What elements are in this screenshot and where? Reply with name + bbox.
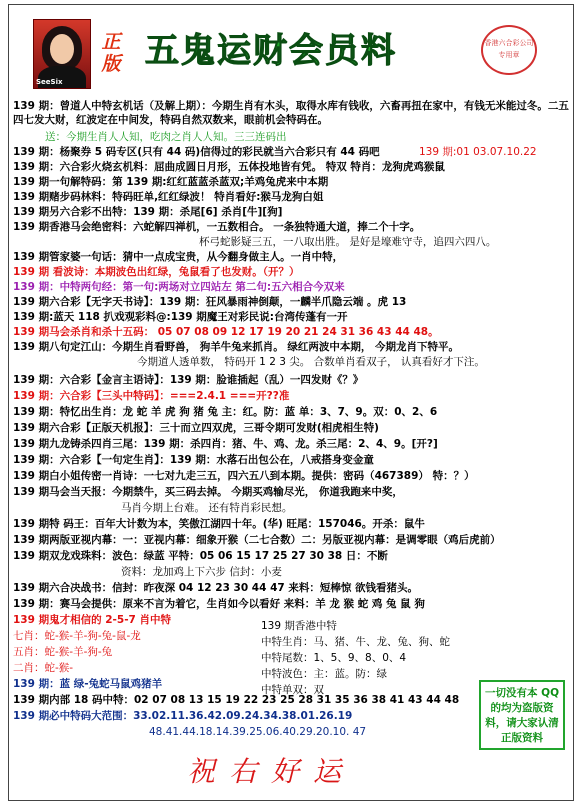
row-yashi: 139 期两版亚视内幕：一：亚视内幕：细象开猴（二七合数）二：另版亚视内幕：是调零眼（鸡后虎前） — [13, 534, 501, 546]
hk-title: 139 期香港中特 — [261, 620, 337, 632]
row-bajv: 139 期八句定江山：今期生肖看野兽， 狗羊牛兔来抓肖。 绿红两波中本期， 今期龙肖下特平。 — [13, 341, 460, 353]
hk-shengxiao: 中特生肖：马、猪、牛、龙、兔、狗、蛇 — [261, 636, 450, 648]
row-tianshu: 139 期六合彩【无字天书诗】：139 期：狂风暴雨神倒颠，一麟半爪隐云端 。虎 13 — [13, 296, 407, 308]
row-5code: 139 期：杨聚券 5 码专区(只有 44 码)信得过的彩民就当六合彩只有 44 码吧 — [13, 146, 380, 158]
zheng-label: 正版 — [101, 31, 121, 75]
row-xianggang: 139 期香港马会绝密料：六蛇解四禅机，一五数相合。 一条独特通大道，捧二个十字。 — [13, 221, 421, 233]
row-yiju: 139 期一句解特码：第 139 期:红红蓝蓝杀蓝双;羊鸡兔虎来中本期 — [13, 176, 329, 188]
row-tianji: 139 期六合彩【正版天机报】：三十而立四双虎，三哥令期可发财(相虎相生特) — [13, 422, 379, 434]
row-jiulong: 139 期九龙铸杀四肖三尾：139 期：杀四肖：猪、牛、鸡、龙。杀三尾：2、4、9。[开?] — [13, 438, 438, 450]
row-liangju: 139 期：中特两句经：第一句:两场对立四站左 第二句:五六相合今双来 — [13, 281, 345, 293]
header — [9, 5, 574, 97]
row-temawang: 139 期特 码王：百年大计数为本，笑傲江湖四十年。(华) 旺尾：157046。开杀：鼠牛 — [13, 518, 425, 530]
row-teyi: 139 期：特忆出生肖：龙 蛇 羊 虎 狗 猪 兔 主：红。防：蓝 单：3、7、9。双：0、2、6 — [13, 406, 438, 418]
row-neibu18: 139 期内部 18 码中特：02 07 08 13 15 19 22 23 25 28 31 35 36 38 41 43 44 48 — [13, 694, 460, 706]
page — [8, 4, 574, 801]
row-send: 送：今期生肖人人知，吃肉之肖人人知。三三连码出 — [45, 131, 287, 143]
row-santou: 139 期：六合彩【三头中特码】：===2.4.1 ===开??准 — [13, 390, 290, 402]
row-lantian: 139 期:蓝天 118 扒戏观彩料@:139 期魔王对彩民说:台湾传蓬有一开 — [13, 311, 348, 323]
row-jinyan: 139 期：六合彩【金言主语诗】：139 期：脸谁插起（乱）一四发财《？》 — [13, 374, 364, 386]
row-bizhong-2: 48.41.44.18.14.39.25.06.40.29.20.10. 47 — [149, 726, 367, 738]
row-xianggang-2: 杯弓蛇影疑三五，一八取出胜。 是好是壕难守寺，追四六四八。 — [199, 236, 497, 248]
row-wuxiao: 五肖：蛇-猴-羊-狗-兔 — [13, 646, 113, 658]
official-stamp: 香港六合彩公司 专用章 — [481, 25, 537, 75]
row-erxiao: 二肖：蛇-猴- — [13, 662, 74, 674]
row-bajv-2: 今期道人透单数， 特码开 1 2 3 尖。 合数单肖看双子， 认真看好才下注。 — [137, 356, 485, 368]
row-juezhan: 139 期六合决战书：信封：昨夜深 04 12 23 30 44 47 来料：短棒惊 欲钱看猪头。 — [13, 582, 418, 594]
hk-danshuang: 中特单双：双 — [261, 684, 324, 696]
row-huoshao: 139 期：六合彩火烧玄机料：屈曲成圆日月形，五体投地皆有凭。 特双 特肖：龙狗虎鸡猴鼠 — [13, 161, 445, 173]
photo-tag: SeeSix — [36, 78, 63, 86]
row-saimahui: 139 期：赛马会提供：原来不言为着它，生肖如今以看好 来料：羊 龙 猴 蛇 鸡 兔 鼠 狗 — [13, 598, 425, 610]
row-bizhong: 139 期必中特码大范围：33.02.11.36.42.09.24.34.38.01.26.19 — [13, 710, 353, 722]
hk-bose: 中特波色：主：蓝。防：绿 — [261, 668, 387, 680]
row-qixiao: 七肖：蛇-猴-羊-狗-兔-鼠-龙 — [13, 630, 141, 642]
row-zeng: 139 期：曾道人中特玄机话（及解上期）：今期生肖有木头，取得水库有钱收，六畜再扭在家中，有钱无米能过冬。二五四七发大财，红波定在中间发，特码自然双数来，眼前机会特码在。 — [13, 100, 569, 126]
row-buchute: 139 期另六合彩不出特：139 期：杀尾[6] 杀肖[牛][狗] — [13, 206, 283, 218]
row-kanbo: 139 期 看波诗：本期波色出红绿，兔鼠看了也发财。（开？） — [13, 266, 300, 278]
row-dubu: 139 期赌步码林料：特码旺单,红红绿波！ 特肖看好:猴马龙狗白姐 — [13, 191, 324, 203]
row-guanjiapo: 139 期管家婆一句话：猜中一点成宝贵，从今翻身做主人。一肖中特， — [13, 251, 344, 263]
footer-blessing: 祝右好运 — [187, 755, 356, 788]
row-dangtianbao: 139 期马会当天报：今期禁牛，买三码去掉。 今期买鸡输尽光， 你道我跑来中奖， — [13, 486, 403, 498]
row-guicai: 139 期鬼才相信的 2-5-7 肖中特 — [13, 614, 172, 626]
member-photo — [33, 19, 91, 89]
row-yiju-shengxiao: 139 期：六合彩【一句定生肖】：139 期：水落石出包公在，八戒搭身变金童 — [13, 454, 374, 466]
row-shuanglong-2: 资料：龙加鸡上下六步 信封：小麦 — [121, 566, 282, 578]
row-shuanglong: 139 期双龙戏珠料：波色：绿蓝 平特：05 06 15 17 25 27 30 38 日：不断 — [13, 550, 388, 562]
row-5code-nums: 139 期:01 03.07.10.22 — [419, 146, 537, 158]
notice-box: 一切没有本 QQ 的均为盗版资料，请大家认清正版资料 — [479, 680, 565, 750]
page-title: 五鬼运财会员料 — [145, 31, 397, 71]
row-shaxiao: 139 期马会杀肖和杀十五码： 05 07 08 09 12 17 19 20 21 24 31 36 43 44 48。 — [13, 326, 439, 338]
row-baixiaojie: 139 期白小姐传密一肖诗：一七对九走三五，四六五八到本期。提供：密码（467389） 特：？） — [13, 470, 475, 482]
row-lanlv: 139 期：蓝 绿-兔蛇马鼠鸡猪羊 — [13, 678, 163, 690]
row-dangtianbao-2: 马肖今期上台难。 还有特肖彩民想。 — [121, 502, 293, 514]
hk-weishu: 中特尾数：1、5、9、8、0、4 — [261, 652, 407, 664]
